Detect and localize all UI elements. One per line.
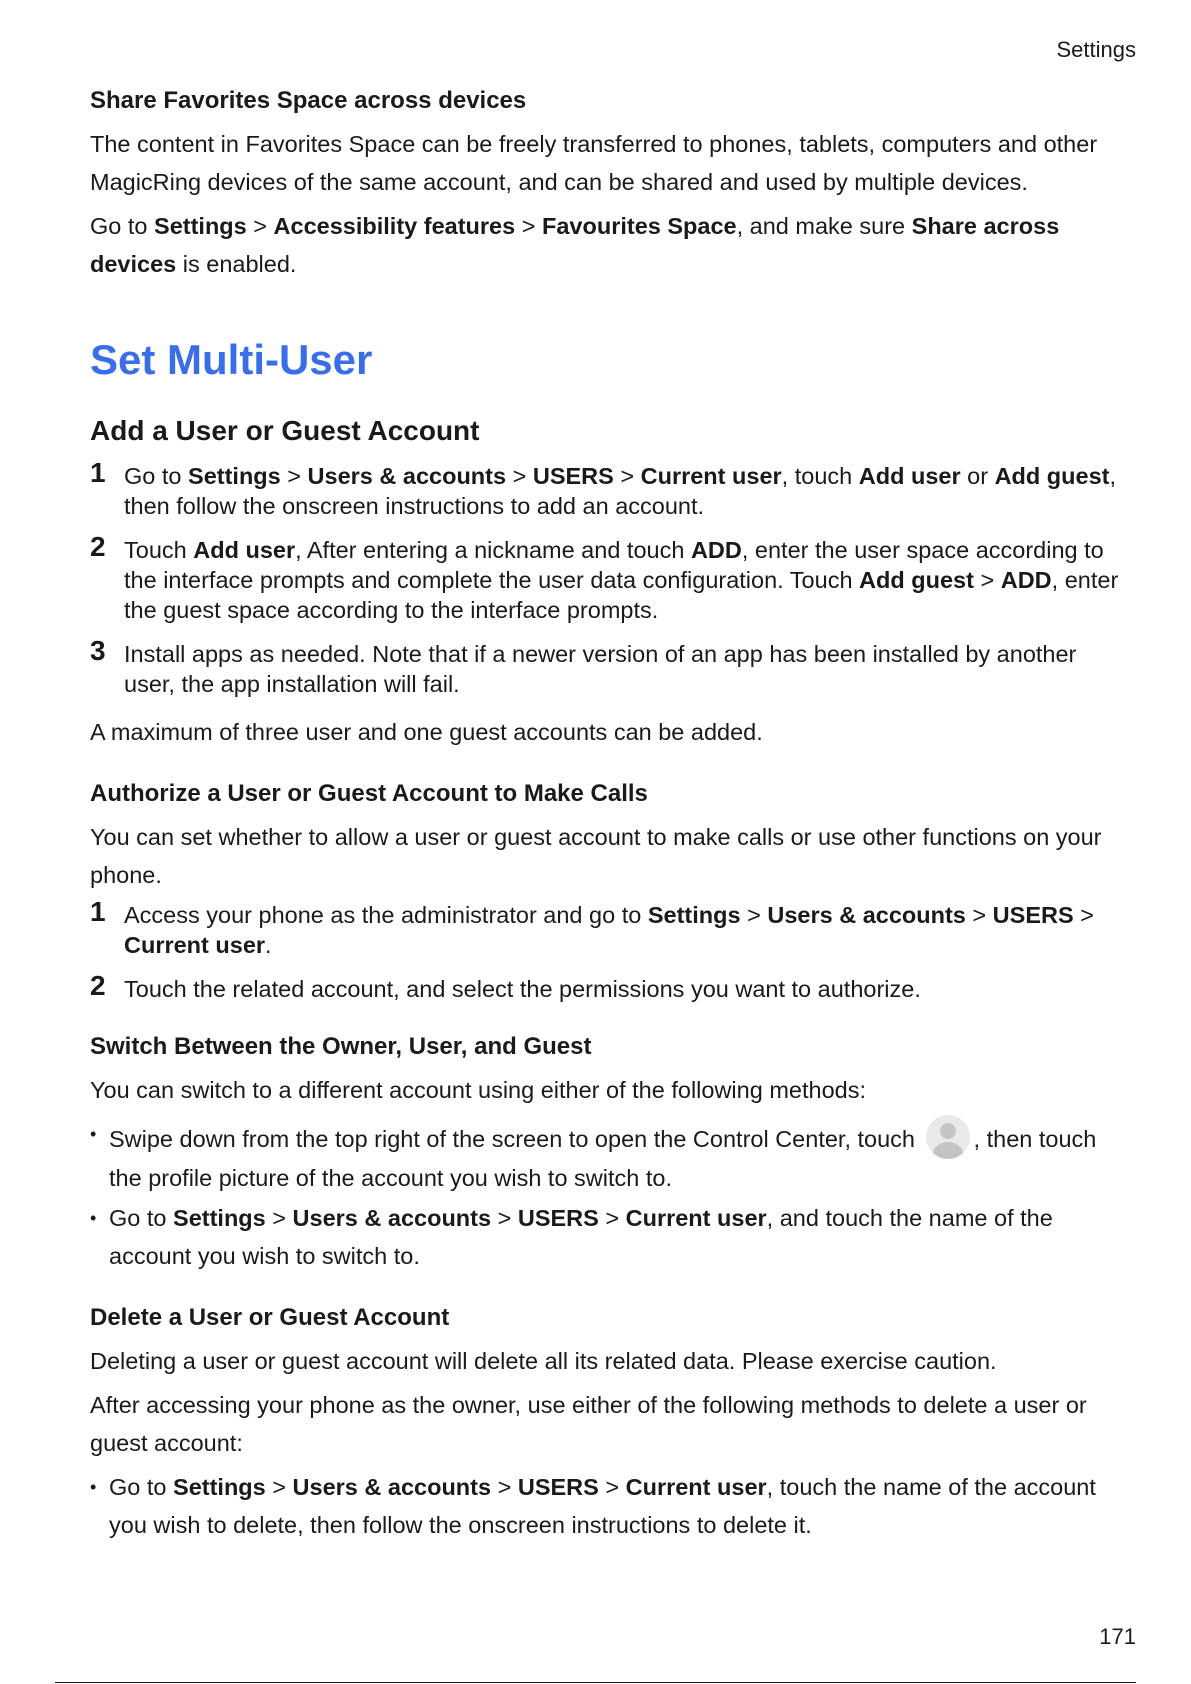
delete-account-methods (90, 1468, 1120, 1544)
step-number: 2 (90, 970, 106, 1001)
list-item: • Swipe down from the top right of the screen to open the Control Center, touch , then touch the profile picture of the account you wish to switch to. (90, 1115, 1120, 1197)
user-avatar-icon (926, 1115, 970, 1159)
share-favorites-instruction: Go to Settings > Accessibility features > Favourites Space, and make sure Share across devices is enabled. (90, 213, 1060, 277)
page-number: 171 (1099, 1624, 1136, 1649)
step-item: 1 Go to Settings > Users & accounts > USERS > Current user, touch Add user or Add guest, then follow the onscreen instructions to add an account. (90, 457, 1116, 519)
running-header: Settings (1056, 37, 1136, 62)
step-item: 1 Access your phone as the administrator and go to Settings > Users & accounts > USERS > Current user. (90, 896, 1094, 958)
add-user-note: A maximum of three user and one guest accounts can be added. (90, 719, 763, 745)
authorize-calls-steps (90, 896, 1120, 1004)
switch-account-methods (90, 1115, 1120, 1275)
step-item: 2 Touch Add user, After entering a nickname and touch ADD, enter the user space according to the interface prompts and complete the user data configuration. Touch Add guest > ADD, enter the guest space according to the interface prompts. (90, 531, 1119, 623)
step-number: 2 (90, 531, 106, 562)
list-item: • Go to Settings > Users & accounts > USERS > Current user, and touch the name of the account you wish to switch to. (90, 1199, 1120, 1275)
share-favorites-description: The content in Favorites Space can be freely transferred to phones, tablets, computers and other MagicRing devices of the same account, and can be shared and used by multiple devices. (90, 131, 1098, 195)
share-favorites-section (90, 86, 1120, 283)
page-content (90, 86, 1120, 1550)
switch-account-heading: Switch Between the Owner, User, and Guest (90, 1033, 592, 1060)
bullet: • (90, 1124, 97, 1144)
step-number: 1 (90, 457, 106, 488)
bullet: • (90, 1208, 97, 1228)
step-item: 3 Install apps as needed. Note that if a newer version of an app has been installed by another user, the app installation will fail. (90, 635, 1077, 697)
delete-account-section (90, 1303, 1120, 1544)
step-number: 1 (90, 896, 106, 927)
chapter-title: Set Multi-User (90, 336, 373, 383)
switch-account-section (90, 1032, 1120, 1275)
delete-account-heading: Delete a User or Guest Account (90, 1304, 450, 1331)
step-item: 2 Touch the related account, and select the permissions you want to authorize. (90, 970, 921, 1002)
authorize-calls-heading: Authorize a User or Guest Account to Make Calls (90, 780, 648, 807)
step-number: 3 (90, 635, 106, 666)
footer-divider (55, 1682, 1136, 1683)
delete-account-intro: After accessing your phone as the owner, use either of the following methods to delete a user or guest account: (90, 1392, 1087, 1456)
authorize-calls-section (90, 779, 1120, 1004)
authorize-calls-intro: You can set whether to allow a user or guest account to make calls or use other functions on your phone. (90, 824, 1102, 888)
bullet: • (90, 1477, 97, 1497)
add-user-heading: Add a User or Guest Account (90, 415, 480, 446)
add-user-steps (90, 457, 1120, 699)
switch-account-intro: You can switch to a different account using either of the following methods: (90, 1077, 866, 1103)
list-item: • Go to Settings > Users & accounts > USERS > Current user, touch the name of the account you wish to delete, then follow the onscreen instructions to delete it. (90, 1468, 1120, 1544)
add-user-section (90, 413, 1120, 751)
share-favorites-heading: Share Favorites Space across devices (90, 87, 527, 114)
delete-account-warning: Deleting a user or guest account will delete all its related data. Please exercise caution. (90, 1348, 997, 1374)
